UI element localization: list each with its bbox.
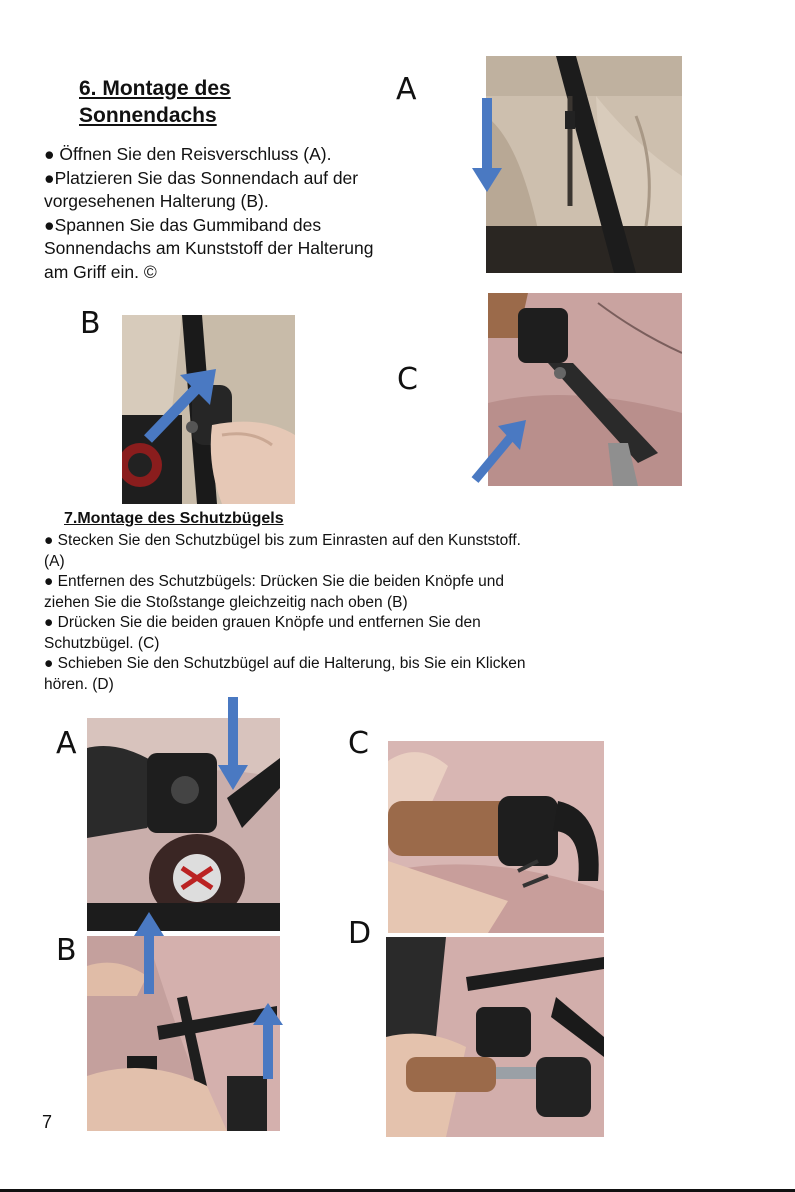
section6-line: Sonnendachs am Kunststoff der Halterung	[44, 238, 374, 258]
section7-heading: 7.Montage des Schutzbügels	[64, 510, 284, 527]
section6-heading-line2: Sonnendachs	[79, 104, 217, 127]
arrow-up-right-icon	[140, 365, 220, 445]
section7-line: ● Entfernen des Schutzbügels: Drücken Sie die beiden Knöpfe und	[44, 573, 505, 590]
photo-sunroof-zipper	[486, 56, 682, 273]
section6-line: am Griff ein. ©	[44, 261, 157, 282]
section7-label-c: C	[348, 726, 369, 761]
section6-instructions	[44, 143, 474, 284]
section7-label-a: A	[56, 726, 77, 761]
section6-label-c: C	[397, 362, 418, 397]
section6-line: ●Platzieren Sie das Sonnendach auf der	[44, 167, 359, 188]
page-number: 7	[42, 1112, 53, 1132]
section7-line: ● Stecken Sie den Schutzbügel bis zum Einrasten auf den Kunststoff.	[44, 532, 521, 549]
photo-bumper-attach	[386, 937, 604, 1137]
photo-bumper-buttons	[388, 741, 604, 933]
section6-line: ● Öffnen Sie den Reisverschluss (A).	[44, 144, 332, 164]
section6-line: vorgesehenen Halterung (B).	[44, 191, 269, 211]
section7-line: ● Drücken Sie die beiden grauen Knöpfe und entfernen Sie den	[44, 614, 481, 631]
section6-line: ●Spannen Sie das Gummiband des	[44, 214, 322, 235]
photo-bumper-insert	[87, 718, 280, 931]
section7-instructions	[44, 531, 764, 695]
section6-heading-line1: 6. Montage des	[79, 77, 231, 100]
section7-line: Schutzbügel. (C)	[44, 634, 160, 652]
arrow-down-icon	[218, 697, 248, 792]
photo-bumper-remove	[87, 936, 280, 1131]
section7-line: ● Schieben Sie den Schutzbügel auf die Halterung, bis Sie ein Klicken	[44, 655, 526, 672]
section6-label-a: A	[396, 72, 417, 107]
section7-label-d: D	[348, 916, 372, 951]
section7-line: (A)	[44, 552, 65, 570]
section7-line: ziehen Sie die Stoßstange gleichzeitig nach oben (B)	[44, 593, 408, 611]
section7-label-b: B	[56, 933, 77, 968]
section6-label-b: B	[80, 306, 101, 341]
arrow-up-icon	[253, 1003, 283, 1079]
arrow-up-right-icon	[470, 418, 530, 484]
arrow-up-icon	[134, 912, 164, 994]
arrow-down-icon	[472, 98, 502, 194]
section7-line: hören. (D)	[44, 675, 114, 693]
